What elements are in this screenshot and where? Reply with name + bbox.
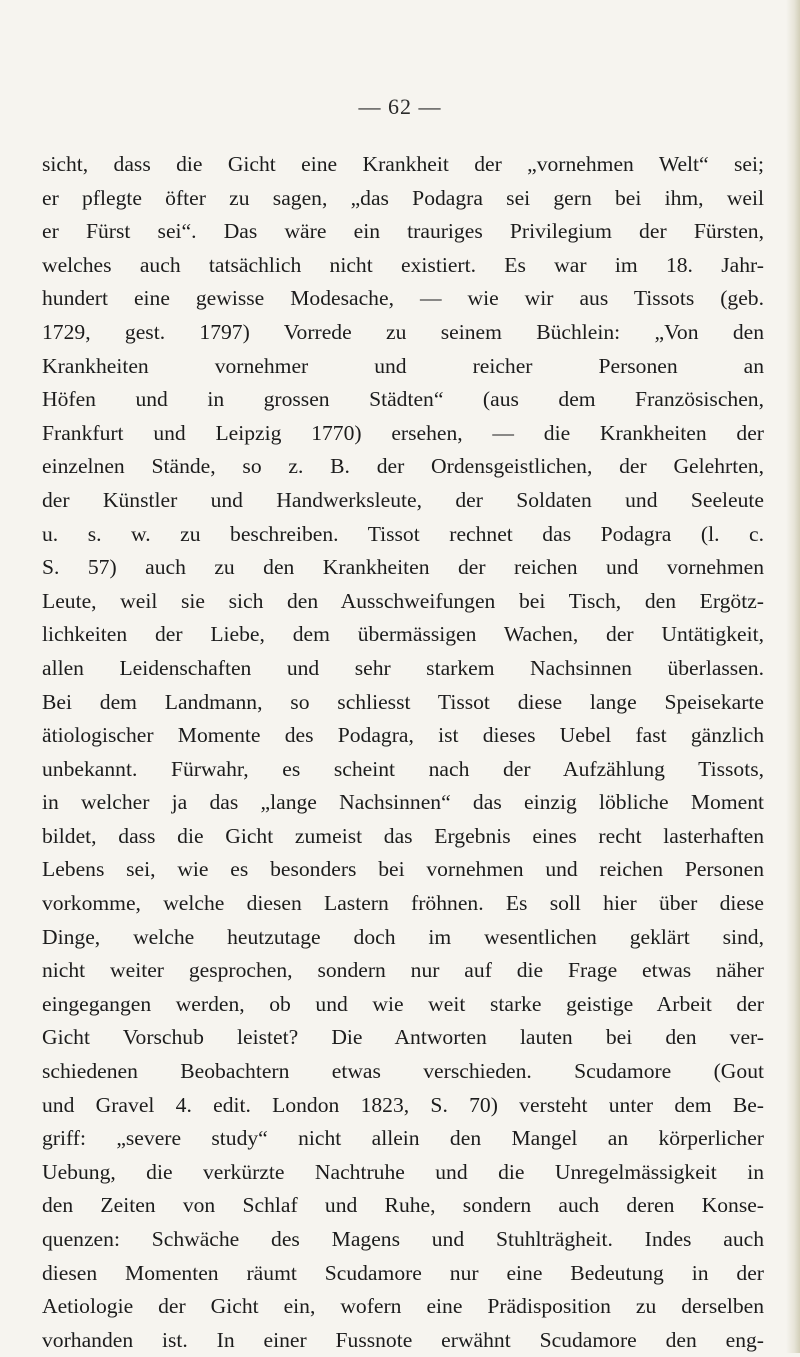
text-line: eingegangen werden, ob und wie weit starke geistige Arbeit der: [42, 991, 764, 1016]
text-line: schiedenen Beobachtern etwas verschieden. Scudamore (Gout: [42, 1059, 764, 1084]
text-line: er Fürst sei“. Das wäre ein trauriges Privilegium der Fürsten,: [42, 219, 764, 244]
text-line: Höfen und in grossen Städten“ (aus dem Französischen,: [42, 387, 764, 412]
text-line: und Gravel 4. edit. London 1823, S. 70) versteht unter dem Be-: [42, 1092, 764, 1117]
text-line: Krankheiten vornehmer und reicher Personen an: [42, 353, 764, 378]
text-line: den Zeiten von Schlaf und Ruhe, sondern auch deren Konse-: [42, 1193, 764, 1218]
text-line: Dinge, welche heutzutage doch im wesentlichen geklärt sind,: [42, 924, 764, 949]
text-line: unbekannt. Fürwahr, es scheint nach der Aufzählung Tissots,: [42, 756, 764, 781]
text-line: allen Leidenschaften und sehr starkem Nachsinnen überlassen.: [42, 655, 764, 680]
text-line: der Künstler und Handwerksleute, der Soldaten und Seeleute: [42, 487, 764, 512]
text-line: einzelnen Stände, so z. B. der Ordensgeistlichen, der Gelehrten,: [42, 454, 764, 479]
text-line: Aetiologie der Gicht ein, wofern eine Prädisposition zu derselben: [42, 1294, 764, 1319]
page-number: — 62 —: [358, 94, 442, 119]
text-line: S. 57) auch zu den Krankheiten der reichen und vornehmen: [42, 555, 764, 580]
text-line: Leute, weil sie sich den Ausschweifungen bei Tisch, den Ergötz-: [42, 588, 764, 613]
text-line: er pflegte öfter zu sagen, „das Podagra sei gern bei ihm, weil: [42, 185, 764, 210]
text-line: Uebung, die verkürzte Nachtruhe und die Unregelmässigkeit in: [42, 1159, 764, 1184]
text-line: nicht weiter gesprochen, sondern nur auf die Frage etwas näher: [42, 958, 764, 983]
page-edge-shadow: [786, 0, 800, 1353]
text-line: bildet, dass die Gicht zumeist das Ergebnis eines recht lasterhaften: [42, 823, 764, 848]
text-line: u. s. w. zu beschreiben. Tissot rechnet das Podagra (l. c.: [42, 521, 764, 546]
text-line: ätiologischer Momente des Podagra, ist dieses Uebel fast gänzlich: [42, 723, 764, 748]
text-line: lichkeiten der Liebe, dem übermässigen Wachen, der Untätigkeit,: [42, 622, 764, 647]
text-line: Bei dem Landmann, so schliesst Tissot diese lange Speisekarte: [42, 689, 764, 714]
text-line: welches auch tatsächlich nicht existiert. Es war im 18. Jahr-: [42, 252, 764, 277]
text-line: 1729, gest. 1797) Vorrede zu seinem Büchlein: „Von den: [42, 319, 764, 344]
body-text: [42, 148, 764, 1357]
text-line: Lebens sei, wie es besonders bei vornehmen und reichen Personen: [42, 857, 764, 882]
text-line: quenzen: Schwäche des Magens und Stuhlträgheit. Indes auch: [42, 1227, 764, 1251]
text-line: sicht, dass die Gicht eine Krankheit der „vornehmen Welt“ sei;: [42, 152, 764, 176]
text-line: in welcher ja das „lange Nachsinnen“ das einzig löbliche Moment: [42, 790, 764, 815]
text-line: Frankfurt und Leipzig 1770) ersehen, — die Krankheiten der: [42, 420, 764, 445]
text-line: diesen Momenten räumt Scudamore nur eine Bedeutung in der: [42, 1260, 764, 1285]
text-line: vorkomme, welche diesen Lastern fröhnen. Es soll hier über diese: [42, 891, 764, 916]
text-line: vorhanden ist. In einer Fussnote erwähnt Scudamore den eng-: [42, 1327, 764, 1352]
text-line: griff: „severe study“ nicht allein den Mangel an körperlicher: [42, 1126, 764, 1151]
text-line: Gicht Vorschub leistet? Die Antworten lauten bei den ver-: [42, 1025, 764, 1050]
text-line: hundert eine gewisse Modesache, — wie wir aus Tissots (geb.: [42, 286, 764, 311]
